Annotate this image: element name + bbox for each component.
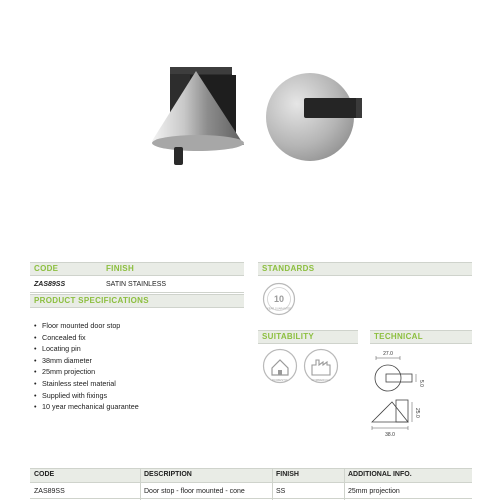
column-separator (344, 468, 345, 500)
spec-item: • Floor mounted door stop (34, 320, 139, 332)
guarantee-number: 10 (273, 294, 285, 304)
table-cell-additional-info: 25mm projection (348, 488, 400, 495)
table-header-description: DESCRIPTION (144, 471, 192, 478)
table-cell-finish: SS (276, 488, 286, 495)
spec-item: • Stainless steel material (34, 378, 139, 390)
column-separator (140, 468, 141, 500)
table-header-finish: FINISH (276, 471, 299, 478)
dim-top: 27.0 (383, 351, 393, 357)
standards-title: STANDARDS (262, 264, 315, 273)
domestic-badge-icon (262, 348, 298, 384)
guarantee-text: YEAR GUARANTEE (267, 307, 291, 311)
product-image-disc (258, 55, 398, 185)
product-finish: SATIN STAINLESS (106, 281, 167, 288)
technical-title: TECHNICAL (374, 332, 423, 341)
spec-item: • 25mm projection (34, 366, 139, 378)
table-cell-description: Door stop - floor mounted - cone (144, 488, 245, 495)
spec-list (34, 320, 139, 413)
suitability-title: SUITABILITY (262, 332, 315, 341)
commercial-badge-icon (303, 348, 339, 384)
product-code: ZAS89SS (34, 281, 66, 288)
specs-title: PRODUCT SPECIFICATIONS (34, 296, 149, 305)
dim-side-2: 25.0 (414, 408, 420, 418)
table-row-divider (30, 498, 472, 499)
guarantee-badge-icon (262, 282, 296, 316)
table-cell-code: ZAS89SS (34, 488, 65, 495)
technical-drawing (366, 344, 456, 440)
table-header-additional-info: ADDITIONAL INFO. (348, 471, 412, 478)
commercial-label: COMMERCIAL (311, 378, 331, 382)
domestic-label: DOMESTIC (272, 378, 288, 382)
spec-item: • 10 year mechanical guarantee (34, 401, 139, 413)
spec-item: • Locating pin (34, 343, 139, 355)
code-header: CODE (34, 264, 59, 273)
dim-bottom: 38.0 (385, 432, 395, 438)
table-header-code: CODE (34, 471, 55, 478)
column-separator (272, 468, 273, 500)
finish-header: FINISH (106, 264, 135, 273)
spec-item: • Supplied with fixings (34, 390, 139, 402)
spec-item: • 38mm diameter (34, 355, 139, 367)
dim-side-1: 5.0 (418, 380, 424, 387)
divider (30, 292, 244, 293)
code-finish-header-bar (30, 262, 244, 276)
spec-item: • Concealed fix (34, 332, 139, 344)
